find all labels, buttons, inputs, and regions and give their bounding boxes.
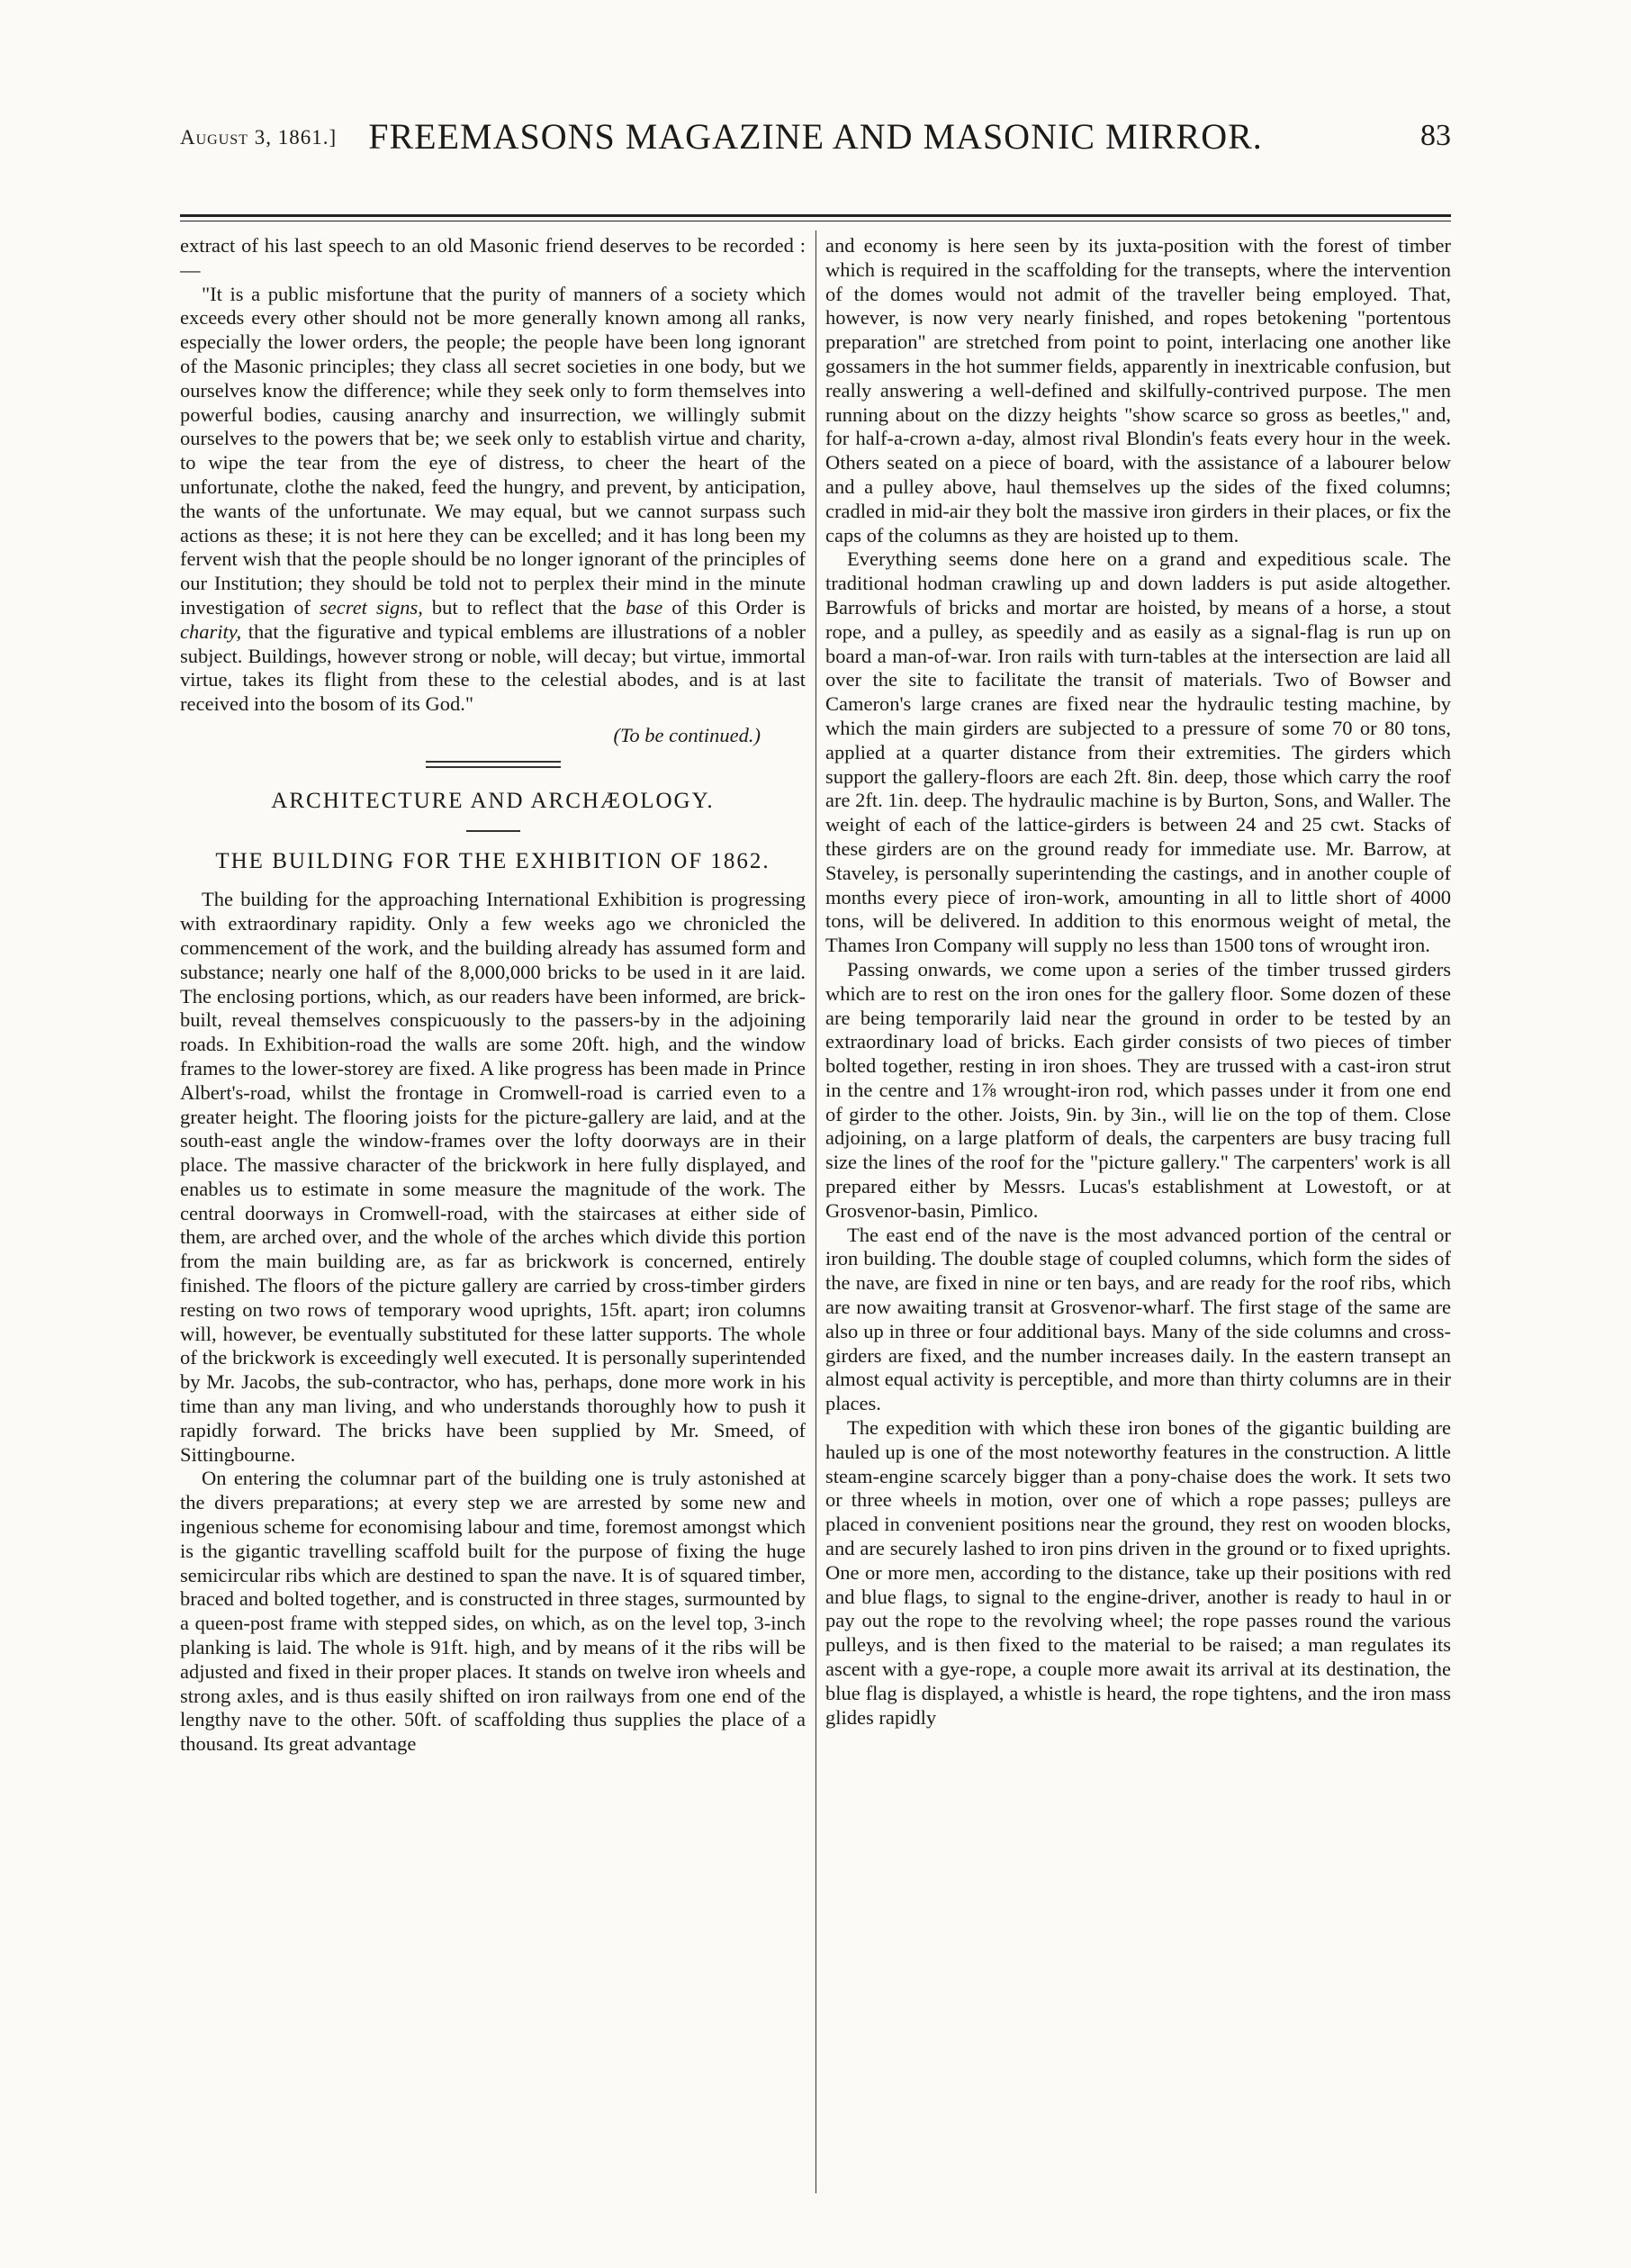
paragraph: The expedition with which these iron bones of the gigantic building are hauled up is one of the most noteworthy features in the construction. A little steam-engine scarcely bigger than a pony-chaise does the work. It sets two or three wheels in motion, over one of which a rope passes; pulleys are placed in convenient positions near the ground, they rest on wooden blocks, and are securely lashed to iron pins driven in the ground or to fixed uprights. One or more men, according to the distance, take up their positions with red and blue flags, to signal to the engine-driver, another is ready to haul in or pay out the rope to the revolving wheel; the rope passes round the various pulleys, and is then fixed to the material to be raised; a man regulates its ascent with a gye-rope, a couple more await its arrival at its destination, the blue flag is displayed, a whistle is heard, the rope tightens, and the iron mass glides rapidly bbox=[825, 1416, 1451, 1729]
left-column bbox=[180, 234, 806, 2188]
separator-rule bbox=[426, 766, 561, 768]
paragraph: extract of his last speech to an old Masonic friend deserves to be recorded :— bbox=[180, 234, 806, 281]
page-header bbox=[180, 106, 1451, 160]
header-rule-thick bbox=[180, 214, 1451, 217]
paragraph: and economy is here seen by its juxta-position with the forest of timber which is required in the scaffolding for the transepts, where the intervention of the domes would not admit of the traveller being employed. That, however, is now very nearly finished, and ropes betokening "portentous preparation" are stretched from point to point, interlacing one another like gossamers in the hot summer fields, apparently in inextricable confusion, but really answering a well-defined and skilfully-contrived purpose. The men running about on the dizzy heights "show scarce so gross as beetles," and, for half-a-crown a-day, almost rival Blondin's feats every hour in the week. Others seated on a piece of board, with the assistance of a labourer below and a pulley above, haul themselves up the sides of the fixed columns; cradled in mid-air they bolt the massive iron girders in their places, or fix the caps of the columns as they are hoisted up to them. bbox=[825, 234, 1451, 547]
paragraph: Everything seems done here on a grand and expeditious scale. The traditional hodman crawling up and down ladders is put aside altogether. Barrowfuls of bricks and mortar are hoisted, by means of a horse, a stout rope, and a pulley, as speedily and as easily as a signal-flag is run up on board a man-of-war. Iron rails with turn-tables at the intersection are laid all over the site to facilitate the transit of materials. Two of Bowser and Cameron's large cranes are fixed near the hydraulic testing machine, by which the main girders are subjected to a pressure of some 70 or 80 tons, applied at a quarter distance from their extremities. The girders which support the gallery-floors are each 2ft. 8in. deep, those which carry the roof are 2ft. 1in. deep. The hydraulic machine is by Burton, Sons, and Waller. The weight of each of the lattice-girders is between 24 and 25 cwt. Stacks of these girders are on the ground ready for immediate use. Mr. Barrow, at Staveley, is personally superintending the castings, and in another couple of months every piece of iron-work, amounting in all to little short of 4000 tons, will be delivered. In addition to this enormous weight of metal, the Thames Iron Company will supply no less than 1500 tons of wrought iron. bbox=[825, 547, 1451, 957]
right-column bbox=[825, 234, 1451, 2188]
separator-rule bbox=[426, 761, 561, 763]
quotation-paragraph: "It is a public misfortune that the purity of manners of a society which exceeds every other should not be more generally known among all ranks, especially the lower orders, the people; the people have been long ignorant of the Masonic principles; they class all secret societies in one body, but we ourselves know the difference; while they seek only to form themselves into powerful bodies, causing anarchy and insurrection, we willingly submit ourselves to the powers that be; we seek only to establish virtue and charity, to wipe the tear from the eye of distress, to cheer the heart of the unfortunate, clothe the naked, feed the hungry, and prevent, by anticipation, the wants of the unfortunate. We may equal, but we cannot surpass such actions as these; it is not here they can be excelled; and it has long been my fervent wish that the people should be no longer ignorant of the principles of our Institution; they should be told not to perplex their mind in the minute investigation of secret signs, but to reflect that the base of this Order is charity, that the figurative and typical emblems are illustrations of a nobler subject. Buildings, however strong or noble, will decay; but virtue, immortal virtue, takes its flight from these to the celestial abodes, and is at last received into the bosom of its God." bbox=[180, 282, 806, 716]
paragraph: The east end of the nave is the most advanced portion of the central or iron building. The double stage of coupled columns, which form the sides of the nave, are fixed in nine or ten bays, and are ready for the roof ribs, which are now awaiting transit at Grosvenor-wharf. The first stage of the same are also up in three or four additional bays. Many of the side columns and cross-girders are fixed, and the number increases daily. In the eastern transept an almost equal activity is perceptible, and more than thirty columns are in their places. bbox=[825, 1223, 1451, 1415]
page-number: 83 bbox=[1420, 119, 1451, 152]
paragraph: Passing onwards, we come upon a series of the timber trussed girders which are to rest on the iron ones for the gallery floor. Some dozen of these are being temporarily laid near the ground in order to be tested by an extraordinary load of bricks. Each girder consists of two pieces of timber bolted together, resting in iron shoes. They are trussed with a cast-iron strut in the centre and 1⅞ wrought-iron rod, which passes under it from one end of girder to the other. Joists, 9in. by 3in., will lie on the top of them. Close adjoining, on a large platform of deals, the carpenters are busy tracing full size the lines of the roof for the "picture gallery." The carpenters' work is all prepared either by Messrs. Lucas's establishment at Lowestoft, or at Grosvenor-basin, Pimlico. bbox=[825, 957, 1451, 1222]
to-be-continued: (To be continued.) bbox=[613, 723, 761, 746]
article-heading: THE BUILDING FOR THE EXHIBITION OF 1862. bbox=[215, 848, 770, 873]
issue-date: August 3, 1861.] bbox=[180, 126, 338, 149]
paragraph: The building for the approaching International Exhibition is progressing with extraordinary rapidity. Only a few weeks ago we chronicled the commencement of the work, and the building already has assumed form and substance; nearly one half of the 8,000,000 bricks to be used in it are laid. The enclosing portions, which, as our readers have been informed, are brick-built, reveal themselves conspicuously to the passers-by in the adjoining roads. In Exhibition-road the walls are some 20ft. high, and the window frames to the lower-storey are fixed. A like progress has been made in Prince Albert's-road, whilst the frontage in Cromwell-road is carried even to a greater height. The flooring joists for the picture-gallery are laid, and at the south-east angle the window-frames over the lofty doorways are in their place. The massive character of the brickwork in here fully displayed, and enables us to estimate in some measure the magnitude of the work. The central doorways in Cromwell-road, with the staircases at either side of them, are arched over, and the whole of the arches which divide this portion from the main building are, as far as brickwork is concerned, entirely finished. The floors of the picture gallery are carried by cross-timber girders resting on two rows of temporary wood uprights, 15ft. apart; iron columns will, however, be eventually substituted for these latter supports. The whole of the brickwork is exceedingly well executed. It is personally superintended by Mr. Jacobs, the sub-contractor, who has, perhaps, done more work in his time than any man living, and who understands thoroughly how to push it rapidly forward. The bricks have been supplied by Mr. Smeed, of Sittingbourne. bbox=[180, 888, 806, 1466]
section-heading: ARCHITECTURE AND ARCHÆOLOGY. bbox=[271, 788, 715, 813]
masthead-title: FREEMASONS MAGAZINE AND MASONIC MIRROR. bbox=[368, 116, 1263, 157]
short-rule bbox=[466, 830, 520, 832]
paragraph: On entering the columnar part of the building one is truly astonished at the divers preparations; at every step we are arrested by some new and ingenious scheme for economising labour and time, foremost amongst which is the gigantic travelling scaffold built for the purpose of fixing the huge semicircular ribs which are destined to span the nave. It is of squared timber, braced and bolted together, and is constructed in three stages, surmounted by a queen-post frame with stepped sides, on which, as on the level top, 3-inch planking is laid. The whole is 91ft. high, and by means of it the ribs will be adjusted and fixed in their proper places. It stands on twelve iron wheels and strong axles, and is thus easily shifted on iron railways from one end of the lengthy nave to the other. 50ft. of scaffolding thus supplies the place of a thousand. Its great advantage bbox=[180, 1467, 806, 1756]
